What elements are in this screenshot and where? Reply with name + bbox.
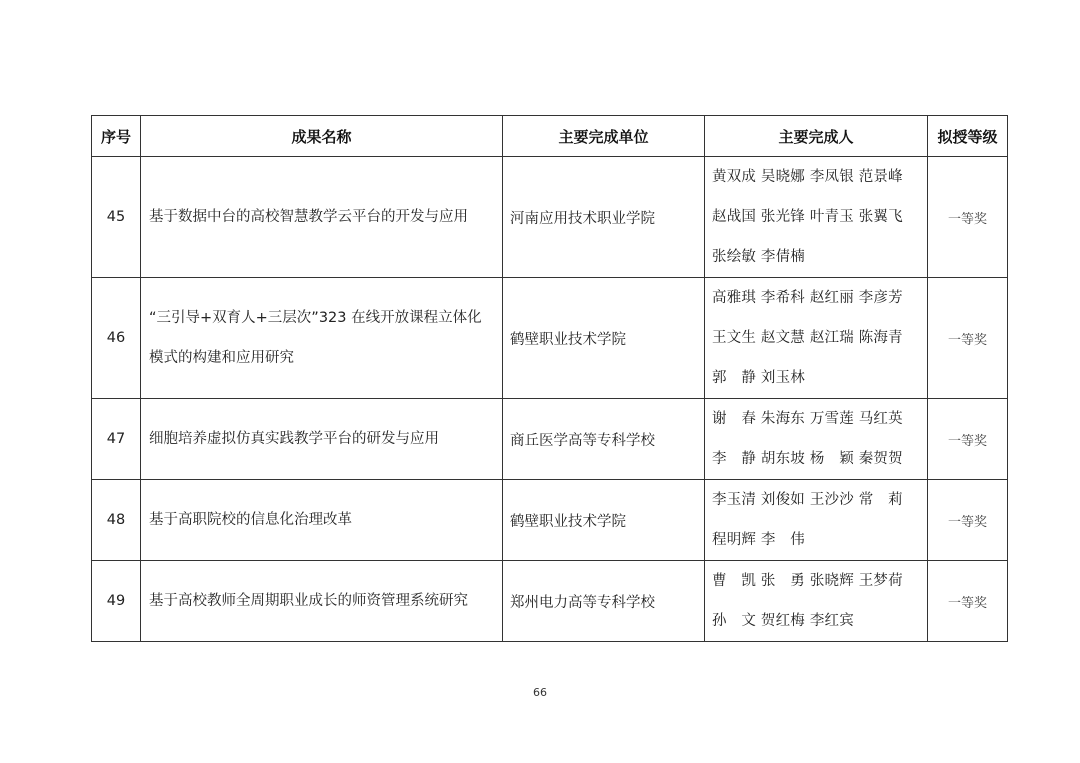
- row-people-line: 谢 春 朱海东 万雪莲 马红英: [712, 411, 903, 427]
- table-row: [92, 480, 1008, 561]
- row-title: [141, 480, 503, 561]
- row-people-line: 孙 文 贺红梅 李红宾: [712, 613, 854, 629]
- row-unit: 商丘医学高等专科学校: [503, 399, 705, 480]
- header-unit: 主要完成单位: [503, 116, 705, 157]
- header-people: 主要完成人: [705, 116, 928, 157]
- row-people-line: 曹 凯 张 勇 张晓辉 王梦荷: [712, 573, 903, 589]
- row-people-line: 王文生 赵文慧 赵江瑞 陈海青: [712, 330, 903, 346]
- row-unit: 河南应用技术职业学院: [503, 157, 705, 278]
- row-grade: 一等奖: [928, 157, 1008, 278]
- row-title-line: 基于高校教师全周期职业成长的师资管理系统研究: [149, 593, 468, 609]
- row-title-line: 基于数据中台的高校智慧教学云平台的开发与应用: [149, 209, 468, 225]
- awards-table-container: [91, 115, 1007, 642]
- table-row: [92, 561, 1008, 642]
- row-index: 47: [92, 399, 141, 480]
- row-title: [141, 157, 503, 278]
- row-people-line: 张绘敏 李倩楠: [712, 249, 806, 265]
- table-row: [92, 278, 1008, 399]
- awards-table: [91, 115, 1008, 642]
- row-people-line: 黄双成 吴晓娜 李凤银 范景峰: [712, 169, 903, 185]
- row-unit: 鹤壁职业技术学院: [503, 480, 705, 561]
- row-index: 48: [92, 480, 141, 561]
- row-title: [141, 278, 503, 399]
- row-title-line: 模式的构建和应用研究: [149, 350, 294, 366]
- row-title-line: 基于高职院校的信息化治理改革: [149, 512, 352, 528]
- header-index: 序号: [92, 116, 141, 157]
- row-people-line: 李 静 胡东坡 杨 颖 秦贺贺: [712, 451, 903, 467]
- table-row: [92, 157, 1008, 278]
- row-index: 45: [92, 157, 141, 278]
- row-unit: 郑州电力高等专科学校: [503, 561, 705, 642]
- row-people: [705, 157, 928, 278]
- row-grade: 一等奖: [928, 480, 1008, 561]
- row-index: 46: [92, 278, 141, 399]
- header-title: 成果名称: [141, 116, 503, 157]
- row-title-line: “三引导+双育人+三层次”323 在线开放课程立体化: [149, 310, 482, 326]
- row-unit: 鹤壁职业技术学院: [503, 278, 705, 399]
- row-people: [705, 278, 928, 399]
- row-title: [141, 561, 503, 642]
- row-title: [141, 399, 503, 480]
- page-number: 66: [533, 686, 547, 699]
- row-people-line: 程明辉 李 伟: [712, 532, 806, 548]
- row-people-line: 高雅琪 李希科 赵红丽 李彦芳: [712, 290, 903, 306]
- row-people: [705, 399, 928, 480]
- row-people-line: 赵战国 张光锋 叶青玉 张翼飞: [712, 209, 903, 225]
- header-grade: 拟授等级: [928, 116, 1008, 157]
- row-people: [705, 480, 928, 561]
- row-people-line: 李玉清 刘俊如 王沙沙 常 莉: [712, 492, 903, 508]
- row-title-line: 细胞培养虚拟仿真实践教学平台的研发与应用: [149, 431, 439, 447]
- row-index: 49: [92, 561, 141, 642]
- table-row: [92, 399, 1008, 480]
- row-grade: 一等奖: [928, 561, 1008, 642]
- row-grade: 一等奖: [928, 278, 1008, 399]
- row-grade: 一等奖: [928, 399, 1008, 480]
- row-people-line: 郭 静 刘玉林: [712, 370, 806, 386]
- table-header-row: [92, 116, 1008, 157]
- row-people: [705, 561, 928, 642]
